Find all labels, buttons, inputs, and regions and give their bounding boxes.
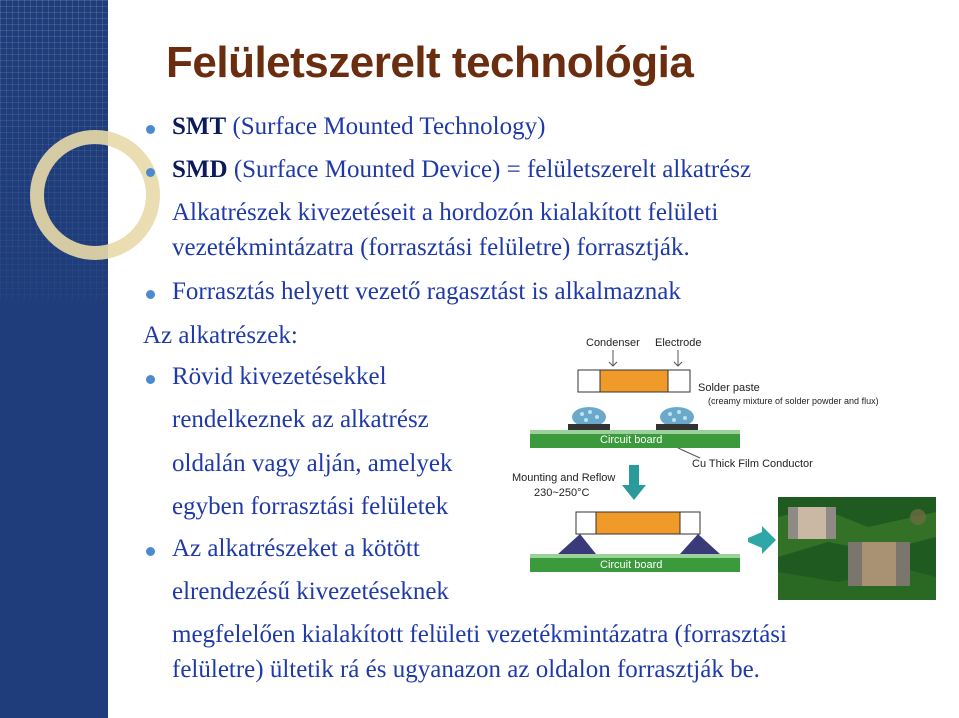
label-solder-paste: Solder paste bbox=[698, 382, 760, 394]
label-electrode: Electrode bbox=[655, 337, 702, 349]
page-title: Felületszerelt technológia bbox=[166, 38, 694, 87]
bullet-smd bbox=[172, 156, 751, 184]
smd-chip-2 bbox=[848, 542, 910, 586]
bullet-line: Rövid kivezetésekkel bbox=[172, 363, 387, 390]
ring-decoration bbox=[0, 0, 160, 260]
bullet-line: egyben forrasztási felületek bbox=[172, 493, 449, 520]
term-smd-def: (Surface Mounted Device) = felületszerelt alkatrész bbox=[227, 156, 752, 183]
bullet-line: megfelelően kialakított felületi vezetékmintázatra (forrasztási bbox=[172, 621, 787, 648]
bullet-smt bbox=[172, 113, 545, 141]
bullet-dot bbox=[146, 168, 155, 177]
bullet-dot bbox=[146, 290, 155, 299]
subheading: Az alkatrészek: bbox=[143, 322, 298, 349]
label-mounting: Mounting and Reflow bbox=[512, 472, 616, 484]
bullet-line: felületre) ültetik rá és ugyanazon az oldalon forrasztják be. bbox=[172, 656, 760, 683]
label-circuit-board-1: Circuit board bbox=[600, 434, 663, 446]
label-solder-paste-desc: (creamy mixture of solder powder and flux) bbox=[708, 396, 879, 406]
bullet-dot bbox=[146, 125, 155, 134]
label-circuit-board-2: Circuit board bbox=[600, 559, 663, 571]
term-smd: SMD bbox=[172, 156, 228, 183]
bullet-line: elrendezésű kivezetéseknek bbox=[172, 578, 449, 605]
smd-chip-1 bbox=[788, 507, 836, 539]
bullet-adhesive: Forrasztás helyett vezető ragasztást is alkalmaznak bbox=[172, 278, 681, 305]
term-smt: SMT bbox=[172, 113, 227, 140]
label-condenser: Condenser bbox=[586, 337, 640, 349]
bullet-dot bbox=[146, 547, 155, 556]
label-cu-conductor: Cu Thick Film Conductor bbox=[692, 458, 813, 470]
bullet-line: oldalán vagy alján, amelyek bbox=[172, 450, 453, 477]
bullet-line: rendelkeznek az alkatrész bbox=[172, 406, 429, 433]
smd-component-photo bbox=[778, 497, 936, 600]
bullet-dot bbox=[146, 375, 155, 384]
term-smt-def: (Surface Mounted Technology) bbox=[226, 113, 546, 140]
para-line: vezetékmintázatra (forrasztási felületre) forrasztják. bbox=[172, 234, 690, 261]
label-temp: 230~250°C bbox=[534, 487, 590, 499]
bullet-line: Az alkatrészeket a kötött bbox=[172, 535, 420, 562]
para-line: Alkatrészek kivezetéseit a hordozón kialakított felületi bbox=[172, 199, 719, 226]
